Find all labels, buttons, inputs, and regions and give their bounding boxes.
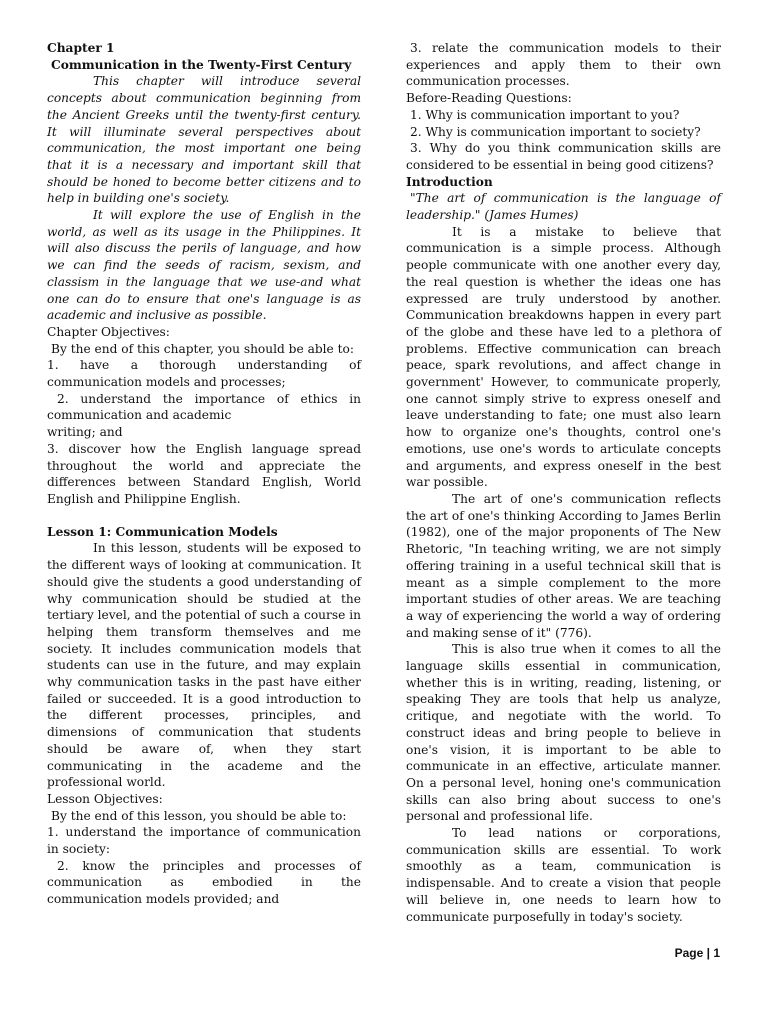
page-label: Page | <box>674 946 714 960</box>
chapter-objective-3: 3. discover how the English language spread throughout the world and appreciate the differences between Standard English, World English and Philippine English. <box>47 441 361 506</box>
lesson-objective-3: 3. relate the communication models to their experiences and apply them to their own communication processes. <box>406 41 721 89</box>
lesson-intro-paragraph: In this lesson, students will be exposed to the different ways of looking at communication. It should give the students a good understanding of why communication should be studied at the tertiary level, and the potential of such a course in helping them transform themselves and me society. It includes communication models that students can use in the future, and may explain why communication tasks in the past have either failed or succeeded. It is a good introduction to the different processes, principles, and dimensions of communication that students should be aware of, when they start communicating in the academe and the professional world. <box>47 541 361 790</box>
chapter-objective-1: 1. have a thorough understanding of communication models and processes; <box>47 358 361 390</box>
question-2: 2. Why is communication important to society? <box>410 124 701 139</box>
lesson-title: Lesson 1: Communication Models <box>47 524 278 539</box>
chapter-intro-paragraph-2: It will explore the use of English in the world, as well as its usage in the Philippines. It will also discuss the perils of language, and how we can find the seeds of racism, sexism, and classism in the language that we use-and what one can do to ensure that one's language is as academic and inclusive as possible. <box>47 208 361 323</box>
introduction-paragraph-4: To lead nations or corporations, communication skills are essential. To work smoothly as a team, communication is indispensable. And to create a vision that people will believe in, one needs to learn how to communicate purposefully in today's society. <box>406 826 721 924</box>
right-column <box>406 40 721 925</box>
question-3: 3. Why do you think communication skills are considered to be essential in being good citizens? <box>406 141 721 172</box>
lesson-objective-1: 1. understand the importance of communication in society: <box>47 825 361 857</box>
chapter-title: Communication in the Twenty-First Century <box>51 57 352 72</box>
chapter-objective-2-cont: writing; and <box>47 425 123 440</box>
lesson-objectives-heading: Lesson Objectives: <box>47 791 163 806</box>
introduction-heading: Introduction <box>406 174 493 189</box>
before-reading-heading: Before-Reading Questions: <box>406 91 572 106</box>
lesson-objective-2: 2. know the principles and processes of communication as embodied in the communication models provided; and <box>47 858 361 907</box>
question-1: 1. Why is communication important to you? <box>410 107 680 122</box>
chapter-number: Chapter 1 <box>47 41 115 55</box>
chapter-objectives-lead: By the end of this chapter, you should be able to: <box>51 341 354 356</box>
chapter-intro-paragraph: This chapter will introduce several concepts about communication beginning from the Ancient Greeks until the twenty-first century. It will illuminate several perspectives about communication, the most important one being that it is a necessary and important skill that should be honed to become better citizens and to help in building one's society. <box>47 74 361 206</box>
chapter-objectives-heading: Chapter Objectives: <box>47 324 170 339</box>
introduction-paragraph-3: This is also true when it comes to all the language skills essential in communication, whether this is in writing, reading, listening, or speaking They are tools that help us analyze, critique, and negotiate with the world. To construct ideas and bring people to believe in one's vision, it is important to be able to communicate in an effective, articulate manner. On a personal level, honing one's communication skills can also bring about success to one's personal and professional life. <box>406 642 721 824</box>
chapter-objective-2: 2. understand the importance of ethics in communication and academic <box>47 391 361 423</box>
lesson-objectives-lead: By the end of this lesson, you should be able to: <box>51 808 347 823</box>
introduction-paragraph-1: It is a mistake to believe that communication is a simple process. Although people communicate with one another every day, the real question is whether the ideas one has expressed are truly understood by another. Communication breakdowns happen in every part of the globe and these have led to a plethora of problems. Effective communication can breach peace, spark revolutions, and affect change in government' However, to communicate properly, one cannot simply strive to express oneself and leave understanding to fate; one must also learn how to organize one's thoughts, control one's emotions, use one's words to articulate concepts and arguments, and express oneself in the best war possible. <box>406 224 721 490</box>
page-number: 1 <box>713 946 720 960</box>
left-column <box>47 40 361 908</box>
page-footer <box>675 946 720 960</box>
introduction-quote: "The art of communication is the language of leadership." (James Humes) <box>406 191 721 223</box>
introduction-paragraph-2: The art of one's communication reflects the art of one's thinking According to James Berlin (1982), one of the major proponents of The New Rhetoric, "In teaching writing, we are not simply offering training in a useful technical skill that is meant as a simple complement to the more important studies of other areas. We are teaching a way of experiencing the world a way of ordering and making sense of it" (776). <box>406 491 721 640</box>
